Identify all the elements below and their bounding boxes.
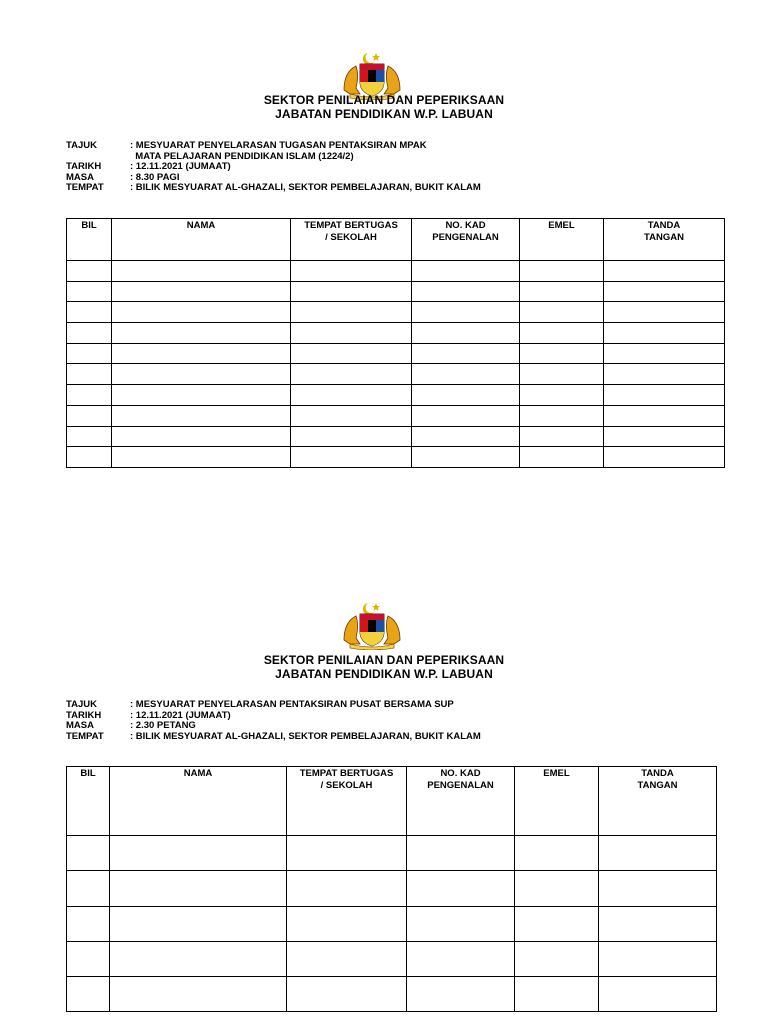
- meta-row-tajuk: [66, 700, 481, 711]
- tempat-label: TEMPAT: [66, 730, 104, 742]
- table-cell[interactable]: [110, 871, 287, 906]
- table-cell[interactable]: [110, 836, 287, 871]
- table-cell[interactable]: [287, 906, 407, 941]
- table-cell[interactable]: [287, 871, 407, 906]
- masa-value: : 2.30 PETANG: [130, 720, 196, 731]
- table-row: [67, 836, 717, 871]
- tajuk-label: TAJUK: [66, 140, 97, 151]
- tarikh-value: : 12.11.2021 (JUMAAT): [130, 709, 231, 721]
- col-nama: NAMA: [110, 767, 287, 836]
- tajuk-value: : MESYUARAT PENYELARASAN TUGASAN PENTAKSIRAN MPAK: [130, 140, 427, 151]
- col-nama: NAMA: [112, 219, 291, 261]
- header-department: JABATAN PENDIDIKAN W.P. LABUAN: [275, 107, 493, 121]
- tarikh-label: TARIKH: [66, 709, 102, 721]
- masa-value: : 8.30 PAGI: [130, 171, 180, 183]
- table-row: [67, 977, 717, 1012]
- meta-row-tempat: [66, 732, 481, 743]
- tajuk-label: TAJUK: [66, 699, 97, 710]
- meta-row-tarikh: [66, 711, 481, 722]
- table-cell[interactable]: [67, 906, 110, 941]
- table-cell[interactable]: [287, 977, 407, 1012]
- table-cell[interactable]: [407, 871, 515, 906]
- col-bil: BIL: [67, 219, 112, 261]
- table-cell[interactable]: [407, 941, 515, 976]
- col-no-kad: NO. KAD PENGENALAN: [412, 219, 520, 261]
- masa-label: MASA: [66, 720, 94, 731]
- table-body: [67, 836, 717, 1012]
- meeting-details: [66, 700, 481, 742]
- table-cell[interactable]: [287, 941, 407, 976]
- col-emel: EMEL: [520, 219, 604, 261]
- col-tanda-tangan: TANDA TANGAN: [604, 219, 725, 261]
- table-cell[interactable]: [110, 906, 287, 941]
- masa-label: MASA: [66, 171, 94, 183]
- malaysia-coat-of-arms-icon: [340, 600, 404, 650]
- table-cell[interactable]: [67, 836, 110, 871]
- table-row: [67, 906, 717, 941]
- table-cell[interactable]: [515, 941, 599, 976]
- attendance-table: [66, 766, 717, 1012]
- tajuk-value-cont: MATA PELAJARAN PENDIDIKAN ISLAM (1224/2): [130, 150, 354, 162]
- table-cell[interactable]: [67, 977, 110, 1012]
- table-cell[interactable]: [407, 836, 515, 871]
- col-emel: EMEL: [515, 767, 599, 836]
- tempat-value: : BILIK MESYUARAT AL-GHAZALI, SEKTOR PEMBELAJARAN, BUKIT KALAM: [130, 182, 481, 193]
- meta-row-masa: [66, 721, 481, 732]
- table-cell[interactable]: [515, 871, 599, 906]
- table-cell[interactable]: [515, 836, 599, 871]
- table-cell[interactable]: [599, 836, 717, 871]
- table-cell[interactable]: [599, 871, 717, 906]
- table-cell[interactable]: [407, 977, 515, 1012]
- tajuk-value: : MESYUARAT PENYELARASAN PENTAKSIRAN PUSAT BERSAMA SUP: [130, 699, 454, 710]
- table-cell[interactable]: [287, 836, 407, 871]
- header-sector: SEKTOR PENILAIAN DAN PEPERIKSAAN: [263, 93, 505, 107]
- table-cell[interactable]: [599, 941, 717, 976]
- table-cell[interactable]: [599, 977, 717, 1012]
- header-sector: SEKTOR PENILAIAN DAN PEPERIKSAAN: [263, 653, 505, 667]
- tarikh-value: : 12.11.2021 (JUMAAT): [130, 161, 231, 172]
- col-tempat-bertugas: TEMPAT BERTUGAS / SEKOLAH: [291, 219, 412, 261]
- col-tempat-bertugas: TEMPAT BERTUGAS / SEKOLAH: [287, 767, 407, 836]
- table-cell[interactable]: [599, 906, 717, 941]
- header-department: JABATAN PENDIDIKAN W.P. LABUAN: [275, 667, 493, 681]
- table-cell[interactable]: [67, 871, 110, 906]
- table-cell[interactable]: [515, 977, 599, 1012]
- col-no-kad: NO. KAD PENGENALAN: [407, 767, 515, 836]
- table-cell[interactable]: [407, 906, 515, 941]
- table-cell[interactable]: [110, 941, 287, 976]
- tempat-label: TEMPAT: [66, 182, 104, 193]
- table-cell[interactable]: [110, 977, 287, 1012]
- table-header-row: [67, 767, 717, 836]
- col-tanda-tangan: TANDA TANGAN: [599, 767, 717, 836]
- table-row: [67, 941, 717, 976]
- table-row: [67, 871, 717, 906]
- table-cell[interactable]: [515, 906, 599, 941]
- table-cell[interactable]: [67, 941, 110, 976]
- tarikh-label: TARIKH: [66, 161, 102, 172]
- col-bil: BIL: [67, 767, 110, 836]
- tempat-value: : BILIK MESYUARAT AL-GHAZALI, SEKTOR PEMBELAJARAN, BUKIT KALAM: [130, 730, 481, 742]
